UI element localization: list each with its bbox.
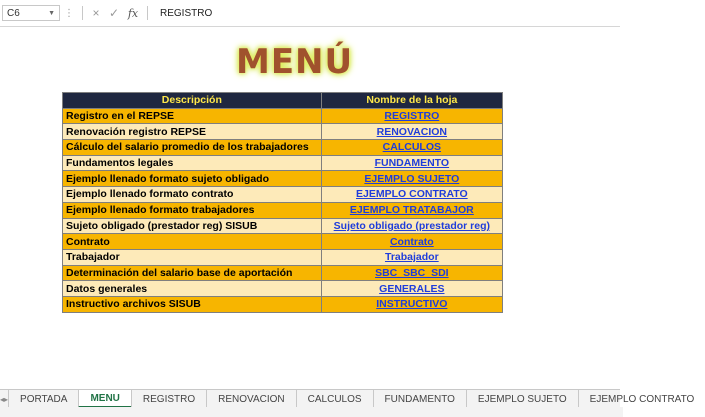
sheet-link-sujeto-obligado[interactable]: Sujeto obligado (prestador reg) [333,219,490,232]
table-header-row [63,93,503,109]
scroll-tabs-right-icon[interactable]: ▸ [4,394,9,404]
cancel-icon[interactable]: × [92,6,100,20]
sheet-link-ejemplo-contrato[interactable]: EJEMPLO CONTRATO [356,188,468,201]
scroll-tabs-left-icon[interactable]: ◂ [0,394,5,404]
sheet-link-instructivo[interactable]: INSTRUCTIVO [376,298,448,311]
table-row [63,296,503,312]
table-row [63,234,503,250]
tab-menu[interactable]: MENU [78,390,130,408]
row-description: Renovación registro REPSE [63,124,322,140]
more-options-icon[interactable]: ⋮ [64,7,74,19]
row-description: Sujeto obligado (prestador reg) SISUB [63,218,322,234]
table-row [63,108,503,124]
sheet-link-renovacion[interactable]: RENOVACION [376,125,448,138]
sheet-link-ejemplo-sujeto[interactable]: EJEMPLO SUJETO [364,172,460,185]
insert-function-icon[interactable]: fx [127,6,139,20]
tab-ejemplo-sujeto[interactable]: EJEMPLO SUJETO [466,390,578,408]
name-box[interactable] [2,5,60,21]
formula-input[interactable]: REGISTRO [160,7,213,19]
menu-table [62,92,503,313]
table-row [63,187,503,203]
formula-bar [0,0,620,27]
tab-calculos[interactable]: CALCULOS [296,390,373,408]
table-row [63,218,503,234]
row-description: Ejemplo llenado formato trabajadores [63,202,322,218]
sheet-link-calculos[interactable]: CALCULOS [382,141,441,154]
row-description: Datos generales [63,281,322,297]
row-description: Cálculo del salario promedio de los trabajadores [63,140,322,156]
divider [147,6,148,20]
table-row [63,171,503,187]
column-header-description: Descripción [63,93,322,109]
sheet-link-registro[interactable]: REGISTRO [384,110,440,123]
sheet-link-sbc-sdi[interactable]: SBC_SBC_SDI [375,266,449,279]
divider [82,6,83,20]
row-description: Ejemplo llenado formato contrato [63,187,322,203]
tab-registro[interactable]: REGISTRO [131,390,206,408]
column-header-sheet-name: Nombre de la hoja [321,93,502,109]
table-row [63,265,503,281]
row-description: Trabajador [63,249,322,265]
tab-fundamento[interactable]: FUNDAMENTO [373,390,466,408]
tab-renovacion[interactable]: RENOVACION [206,390,296,408]
row-description: Registro en el REPSE [63,108,322,124]
table-row [63,281,503,297]
row-description: Instructivo archivos SISUB [63,296,322,312]
row-description: Fundamentos legales [63,155,322,171]
table-row [63,249,503,265]
row-description: Contrato [63,234,322,250]
row-description: Ejemplo llenado formato sujeto obligado [63,171,322,187]
sheet-link-trabajador[interactable]: Trabajador [384,251,439,264]
table-row [63,202,503,218]
status-bar [0,407,623,417]
enter-icon[interactable]: ✓ [108,6,120,20]
chevron-down-icon[interactable]: ▼ [48,9,55,17]
page-title: MENÚ [236,42,354,82]
sheet-link-ejemplo-tratabajor[interactable]: EJEMPLO TRATABAJOR [349,204,474,217]
sheet-link-fundamento[interactable]: FUNDAMENTO [374,157,450,170]
table-row [63,124,503,140]
table-row [63,155,503,171]
tab-portada[interactable]: PORTADA [8,390,78,408]
table-row [63,140,503,156]
name-box-value: C6 [7,7,20,19]
tab-ejemplo-contrato[interactable]: EJEMPLO CONTRATO [578,390,705,408]
sheet-tab-bar [0,389,695,408]
sheet-link-generales[interactable]: GENERALES [379,282,445,295]
sheet-link-contrato[interactable]: Contrato [389,235,434,248]
row-description: Determinación del salario base de aportación [63,265,322,281]
